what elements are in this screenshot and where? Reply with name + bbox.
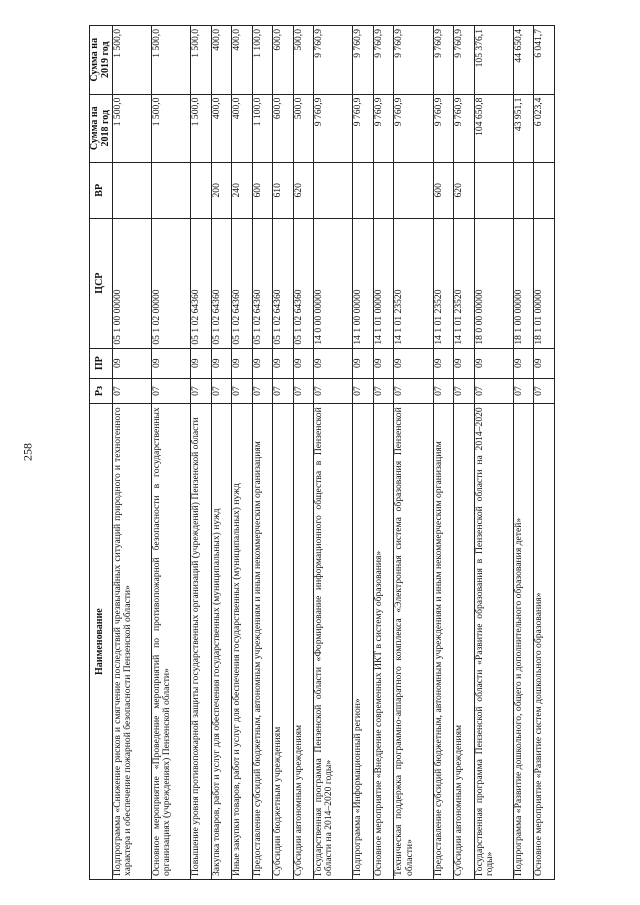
cell-sum2018: 104 650,8 (474, 94, 513, 162)
cell-sum2018: 400,0 (211, 94, 232, 162)
cell-rz: 07 (513, 378, 534, 404)
cell-name: Государственная программа Пензенской области «Развитие образования в Пензенской области на 2014–2020 годы» (474, 404, 513, 880)
cell-rz: 07 (191, 378, 212, 404)
cell-csr: 14 0 00 00000 (314, 218, 353, 348)
cell-name: Предоставление субсидий бюджетным, автономным учреждениям и иным некоммерческим организациям (252, 404, 273, 880)
cell-name: Повышение уровня противопожарной защиты государственных организаций (учреждений) Пензенской области (191, 404, 212, 880)
cell-sum2019: 1 500,0 (112, 26, 151, 95)
cell-sum2019: 105 376,1 (474, 26, 513, 95)
cell-vr: 200 (211, 162, 232, 218)
cell-vr: 620 (454, 162, 475, 218)
column-header-vr: ВР (90, 162, 113, 218)
cell-csr: 14 1 00 00000 (353, 218, 374, 348)
cell-rz: 07 (112, 378, 151, 404)
cell-rz: 07 (394, 378, 433, 404)
column-header-name: Наименование (90, 404, 113, 880)
cell-sum2019: 9 760,9 (394, 26, 433, 95)
cell-rz: 07 (151, 378, 190, 404)
table-body (112, 26, 554, 880)
cell-vr: 600 (433, 162, 454, 218)
budget-table (89, 25, 555, 880)
cell-sum2018: 9 760,9 (314, 94, 353, 162)
column-header-pr: ПР (90, 348, 113, 378)
cell-sum2019: 44 650,4 (513, 26, 534, 95)
cell-csr: 05 1 00 00000 (112, 218, 151, 348)
cell-rz: 07 (211, 378, 232, 404)
table-row (252, 26, 273, 880)
cell-sum2019: 6 041,7 (534, 26, 555, 95)
cell-sum2019: 9 760,9 (433, 26, 454, 95)
cell-name: Субсидии бюджетным учреждениям (273, 404, 294, 880)
cell-csr: 18 0 00 00000 (474, 218, 513, 348)
cell-rz: 07 (474, 378, 513, 404)
cell-sum2019: 1 500,0 (191, 26, 212, 95)
cell-sum2018: 1 500,0 (151, 94, 190, 162)
cell-sum2018: 9 760,9 (433, 94, 454, 162)
cell-csr: 14 1 01 23520 (454, 218, 475, 348)
column-header-sum2018: Сумма на 2018 год (90, 94, 113, 162)
table-row (314, 26, 353, 880)
page-number: 258 (20, 443, 35, 461)
cell-sum2018: 9 760,9 (373, 94, 394, 162)
cell-vr (513, 162, 534, 218)
cell-vr (534, 162, 555, 218)
cell-sum2019: 9 760,9 (373, 26, 394, 95)
cell-pr: 09 (474, 348, 513, 378)
cell-pr: 09 (394, 348, 433, 378)
cell-rz: 07 (433, 378, 454, 404)
table-header-row (90, 26, 113, 880)
cell-csr: 05 1 02 64360 (252, 218, 273, 348)
cell-sum2018: 9 760,9 (454, 94, 475, 162)
cell-csr: 05 1 02 64360 (273, 218, 294, 348)
cell-vr (394, 162, 433, 218)
cell-pr: 09 (534, 348, 555, 378)
table-row (513, 26, 534, 880)
cell-vr (112, 162, 151, 218)
table-row (211, 26, 232, 880)
cell-rz: 07 (534, 378, 555, 404)
cell-csr: 05 1 02 64360 (191, 218, 212, 348)
table-row (474, 26, 513, 880)
cell-csr: 18 1 00 00000 (513, 218, 534, 348)
cell-vr (474, 162, 513, 218)
table-row (373, 26, 394, 880)
cell-name: Субсидии автономным учреждениям (293, 404, 314, 880)
cell-name: Государственная программа Пензенской области «Формирование информационного общества в Пензенской области на 2014–2020 годы» (314, 404, 353, 880)
cell-vr: 610 (273, 162, 294, 218)
cell-sum2019: 400,0 (232, 26, 253, 95)
cell-pr: 09 (191, 348, 212, 378)
cell-vr (191, 162, 212, 218)
cell-csr: 18 1 01 00000 (534, 218, 555, 348)
cell-pr: 09 (433, 348, 454, 378)
cell-pr: 09 (273, 348, 294, 378)
cell-name: Подпрограмма «Информационный регион» (353, 404, 374, 880)
cell-vr: 600 (252, 162, 273, 218)
cell-name: Закупка товаров, работ и услуг для обеспечения государственных (муниципальных) нужд (211, 404, 232, 880)
cell-vr: 620 (293, 162, 314, 218)
cell-name: Основное мероприятие «Проведение мероприятий по противопожарной безопасности в государственных организациях (учреждениях) Пензенской области» (151, 404, 190, 880)
column-header-sum2019: Сумма на 2019 год (90, 26, 113, 95)
cell-pr: 09 (454, 348, 475, 378)
table-row (293, 26, 314, 880)
cell-sum2018: 500,0 (293, 94, 314, 162)
cell-pr: 09 (211, 348, 232, 378)
cell-sum2018: 1 500,0 (191, 94, 212, 162)
cell-rz: 07 (252, 378, 273, 404)
table-row (232, 26, 253, 880)
rotated-table-container (89, 25, 555, 880)
table-row (112, 26, 151, 880)
cell-rz: 07 (273, 378, 294, 404)
cell-csr: 05 1 02 00000 (151, 218, 190, 348)
cell-pr: 09 (232, 348, 253, 378)
cell-sum2018: 1 100,0 (252, 94, 273, 162)
cell-csr: 14 1 01 23520 (433, 218, 454, 348)
cell-pr: 09 (513, 348, 534, 378)
cell-sum2019: 600,0 (273, 26, 294, 95)
cell-pr: 09 (293, 348, 314, 378)
cell-name: Основное мероприятие «Внедрение современных ИКТ в систему образования» (373, 404, 394, 880)
cell-sum2019: 9 760,9 (454, 26, 475, 95)
cell-sum2018: 400,0 (232, 94, 253, 162)
column-header-rz: Рз (90, 378, 113, 404)
cell-sum2019: 500,0 (293, 26, 314, 95)
cell-csr: 14 1 01 23520 (394, 218, 433, 348)
cell-rz: 07 (373, 378, 394, 404)
table-row (353, 26, 374, 880)
cell-sum2018: 6 023,4 (534, 94, 555, 162)
cell-sum2019: 9 760,9 (353, 26, 374, 95)
cell-rz: 07 (293, 378, 314, 404)
table-row (433, 26, 454, 880)
cell-csr: 14 1 01 00000 (373, 218, 394, 348)
cell-vr: 240 (232, 162, 253, 218)
cell-name: Субсидии автономным учреждениям (454, 404, 475, 880)
cell-pr: 09 (373, 348, 394, 378)
column-header-csr: ЦСР (90, 218, 113, 348)
cell-sum2018: 9 760,9 (394, 94, 433, 162)
cell-rz: 07 (314, 378, 353, 404)
cell-vr (353, 162, 374, 218)
cell-sum2018: 600,0 (273, 94, 294, 162)
cell-sum2019: 1 500,0 (151, 26, 190, 95)
cell-csr: 05 1 02 64360 (211, 218, 232, 348)
cell-vr (373, 162, 394, 218)
cell-vr (314, 162, 353, 218)
cell-sum2019: 400,0 (211, 26, 232, 95)
cell-csr: 05 1 02 64360 (232, 218, 253, 348)
cell-sum2019: 1 100,0 (252, 26, 273, 95)
table-row (273, 26, 294, 880)
cell-sum2018: 43 951,1 (513, 94, 534, 162)
cell-name: Предоставление субсидий бюджетным, автономным учреждениям и иным некоммерческим организациям (433, 404, 454, 880)
cell-rz: 07 (353, 378, 374, 404)
cell-name: Иные закупки товаров, работ и услуг для обеспечения государственных (муниципальных) нужд (232, 404, 253, 880)
cell-sum2018: 1 500,0 (112, 94, 151, 162)
cell-pr: 09 (252, 348, 273, 378)
table-row (394, 26, 433, 880)
cell-name: Подпрограмма «Снижение рисков и смягчение последствий чрезвычайных ситуаций природного и техногенного характера и обеспечение пожарной безопасности Пензенской области» (112, 404, 151, 880)
cell-rz: 07 (232, 378, 253, 404)
cell-name: Основное мероприятие «Развитие систем дошкольного образования» (534, 404, 555, 880)
table-row (191, 26, 212, 880)
cell-rz: 07 (454, 378, 475, 404)
cell-vr (151, 162, 190, 218)
cell-sum2019: 9 760,9 (314, 26, 353, 95)
cell-pr: 09 (151, 348, 190, 378)
cell-pr: 09 (112, 348, 151, 378)
cell-pr: 09 (314, 348, 353, 378)
table-row (151, 26, 190, 880)
cell-name: Техническая поддержка программно-аппаратного комплекса «Электронная система образования Пензенской области» (394, 404, 433, 880)
cell-sum2018: 9 760,9 (353, 94, 374, 162)
table-row (534, 26, 555, 880)
cell-name: Подпрограмма «Развитие дошкольного, общего и дополнительного образования детей» (513, 404, 534, 880)
cell-pr: 09 (353, 348, 374, 378)
cell-csr: 05 1 02 64360 (293, 218, 314, 348)
table-row (454, 26, 475, 880)
